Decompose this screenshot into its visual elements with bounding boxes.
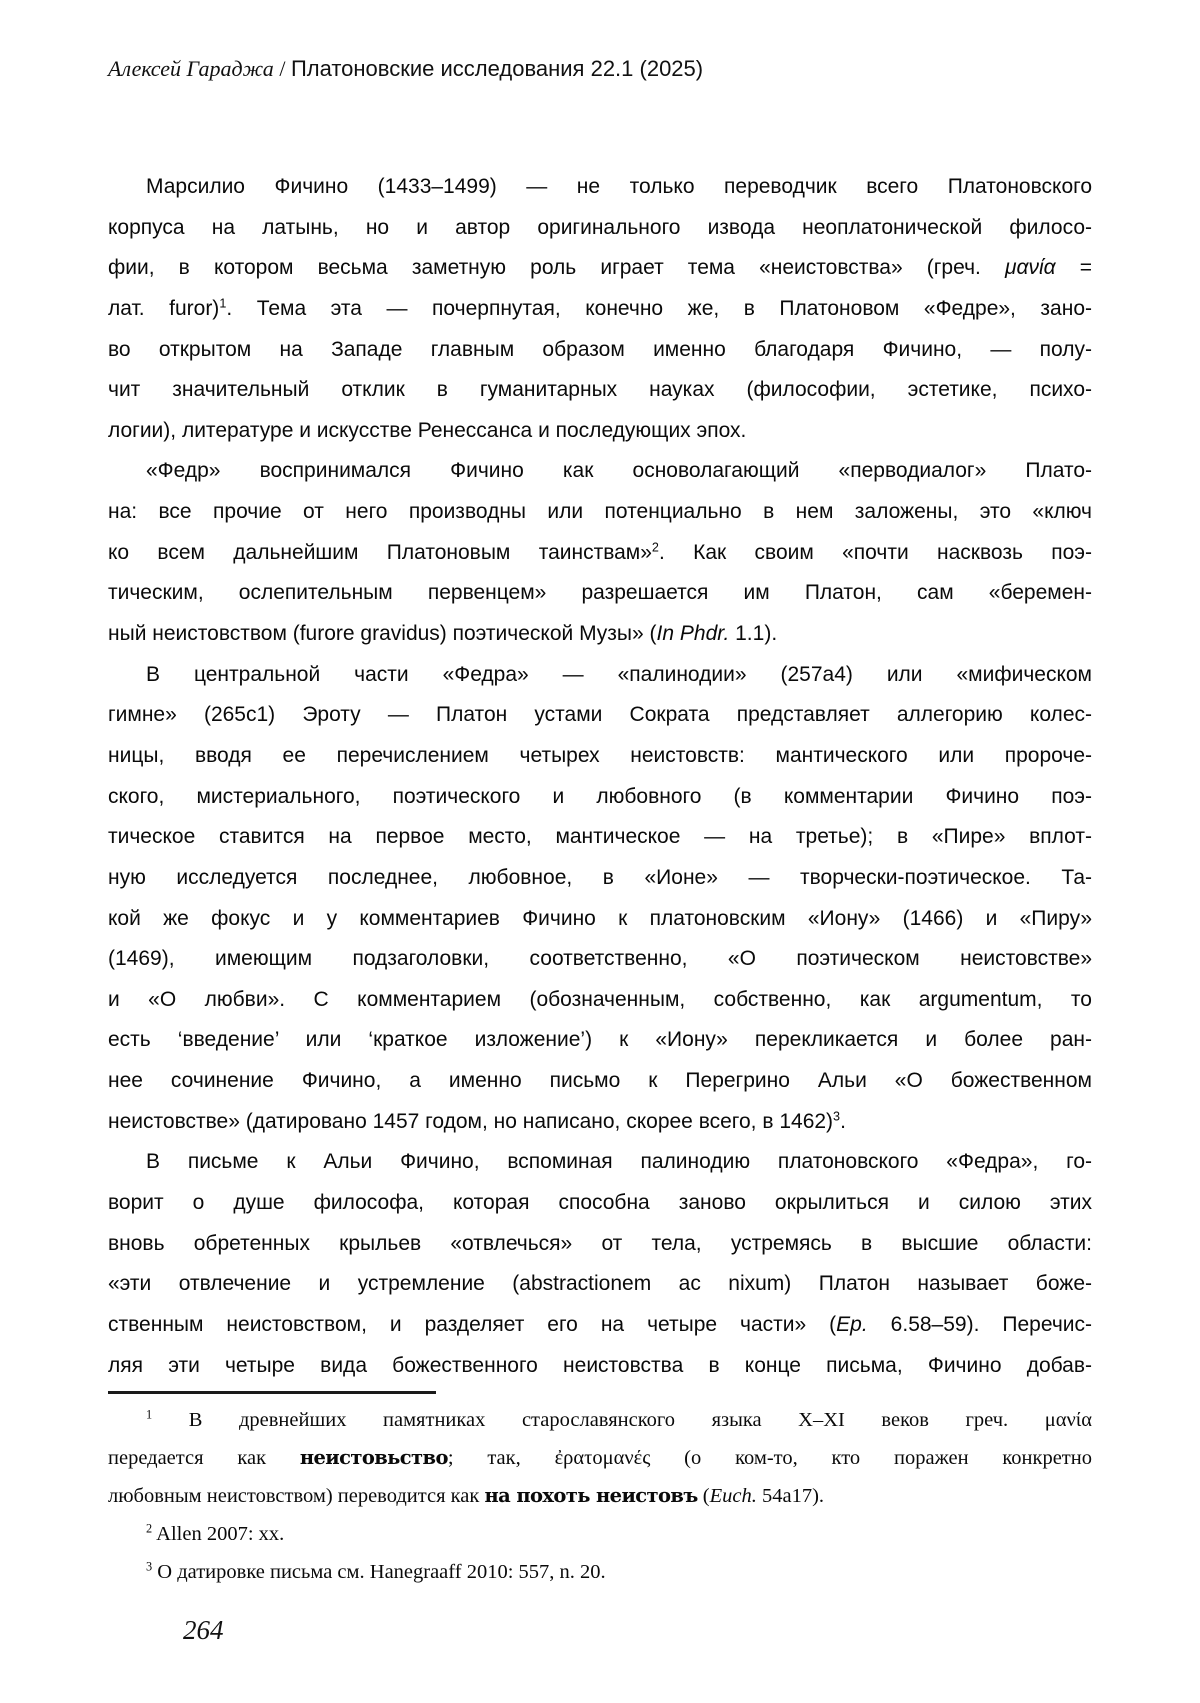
text-line: $^3$ О датировке письма см. Hanegraaff 2010: 557, n. 20. xyxy=(146,1559,606,1583)
page-number: 264 xyxy=(183,1615,224,1645)
text-line: ского, мистериального, поэтического и любовного (в комментарии Фичино поэ- xyxy=(108,784,1092,808)
emphasized-text: Ep. xyxy=(836,1312,868,1336)
text-line: Марсилио Фичино (1433–1499) — не только переводчик всего Платоновского xyxy=(146,175,1092,198)
text-line: передается как неистовьство; так, ἐρατομανές (о ком-то, кто поражен конкретно xyxy=(108,1446,1092,1469)
footnote-marker: 3 xyxy=(146,1559,153,1574)
text-line: тическое ставится на первое место, мантическое — на третье); в «Пире» вплот- xyxy=(108,825,1092,849)
text-line: ницы, вводя ее перечислением четырех неистовств: мантического или пророче- xyxy=(108,743,1092,767)
text-line: и «О любви». С комментарием (обозначенным, собственно, как argumentum, то xyxy=(108,987,1092,1011)
footnotes-list xyxy=(108,1401,1092,1591)
text-line: логии), литературе и искусстве Ренессанса и последующих эпох. xyxy=(108,418,747,442)
body-text xyxy=(108,167,1092,1386)
text-line: фии, в котором весьма заметную роль играет тема «неистовства» (греч. μανία = xyxy=(108,256,1092,280)
text-line: ную исследуется последнее, любовное, в «Ионе» — творчески-поэтическое. Та- xyxy=(108,865,1092,889)
text-line: вновь обретенных крыльев «отвлечься» от тела, устремясь в высшие области: xyxy=(108,1231,1092,1255)
text-line: есть ‘введение’ или ‘краткое изложение’) к «Иону» перекликается и более ран- xyxy=(108,1028,1092,1052)
emphasized-text: Euch. xyxy=(709,1485,757,1507)
paragraph xyxy=(108,451,1092,654)
text-line: $^2$ Allen 2007: xx. xyxy=(146,1521,285,1545)
text-line: ворит о душе философа, которая способна заново окрылиться и силою этих xyxy=(108,1191,1092,1215)
text-line: во открытом на Западе главным образом именно благодаря Фичино, — полу- xyxy=(108,337,1092,361)
footnote-marker: 1 xyxy=(146,1407,153,1422)
church-slavonic-text: на похоть неистовъ xyxy=(484,1484,698,1507)
text-line: на: все прочие от него производны или потенциально в нем заложены, это «ключ xyxy=(108,500,1092,524)
footnote xyxy=(108,1401,1092,1515)
text-line: «Федр» воспринимался Фичино как основолагающий «перводиалог» Плато- xyxy=(146,459,1092,483)
paragraph xyxy=(108,1142,1092,1386)
journal-title: Платоновские исследования 22.1 (2025) xyxy=(290,56,704,81)
text-line: любовным неистовством) переводится как на похоть неистовъ (Euch. 54a17). xyxy=(108,1484,825,1507)
author-name: Алексей Гараджа xyxy=(108,56,274,81)
running-header xyxy=(108,56,1092,82)
text-line: чит значительный отклик в гуманитарных науках (философии, эстетике, психо- xyxy=(108,378,1092,402)
text-line: ко всем дальнейшим Платоновым таинствам»$^2$. Как своим «почти насквозь поэ- xyxy=(108,540,1092,564)
text-line: тическим, ослепительным первенцем» разрешается им Платон, сам «беремен- xyxy=(108,581,1092,605)
text-line: лат. furor)$^1$. Тема эта — почерпнутая, конечно же, в Платоновом «Федре», зано- xyxy=(108,296,1092,320)
emphasized-text: In Phdr. xyxy=(656,622,730,646)
footnote-marker: 3 xyxy=(833,1109,841,1124)
footnotes xyxy=(108,1391,1092,1591)
text-line: ляя эти четыре вида божественного неистовства в конце письма, Фичино добав- xyxy=(108,1353,1092,1377)
church-slavonic-text: неистовьство xyxy=(299,1446,448,1469)
paragraph xyxy=(108,655,1092,1143)
footnote-marker: 1 xyxy=(219,296,227,311)
text-line: В письме к Альи Фичино, вспоминая палинодию платоновского «Федра», го- xyxy=(146,1150,1092,1174)
footnote-marker: 2 xyxy=(146,1521,153,1536)
text-line: гимне» (265c1) Эроту — Платон устами Сократа представляет аллегорию колес- xyxy=(108,703,1092,727)
text-line: (1469), имеющим подзаголовки, соответственно, «О поэтическом неистовстве» xyxy=(108,947,1092,971)
footnote-rule xyxy=(108,1391,436,1394)
footnote xyxy=(108,1515,1092,1553)
text-line: $^1$ В древнейших памятниках старославянского языка X–XI веков греч. μανία xyxy=(146,1407,1092,1431)
emphasized-text: μανία xyxy=(1004,256,1056,280)
text-line: «эти отвлечение и устремление (abstractionem ac nixum) Платон называет боже- xyxy=(108,1272,1092,1296)
text-line: нее сочинение Фичино, а именно письмо к Перегрино Альи «О божественном xyxy=(108,1069,1092,1093)
text-line: корпуса на латынь, но и автор оригинального извода неоплатонической филосо- xyxy=(108,215,1092,239)
paragraph xyxy=(108,167,1092,451)
footnote-marker: 2 xyxy=(651,540,659,555)
text-line: ственным неистовством, и разделяет его на четыре части» (Ep. 6.58–59). Перечис- xyxy=(108,1312,1092,1336)
footnote xyxy=(108,1553,1092,1591)
text-line: ный неистовством (furore gravidus) поэтической Музы» (In Phdr. 1.1). xyxy=(108,622,778,646)
text-line: кой же фокус и у комментариев Фичино к платоновским «Иону» (1466) и «Пиру» xyxy=(108,906,1092,930)
text-line: В центральной части «Федра» — «палинодии» (257a4) или «мифическом xyxy=(146,662,1092,686)
text-line: неистовстве» (датировано 1457 годом, но написано, скорее всего, в 1462)$^3$. xyxy=(108,1109,846,1133)
header-separator: / xyxy=(273,56,291,81)
